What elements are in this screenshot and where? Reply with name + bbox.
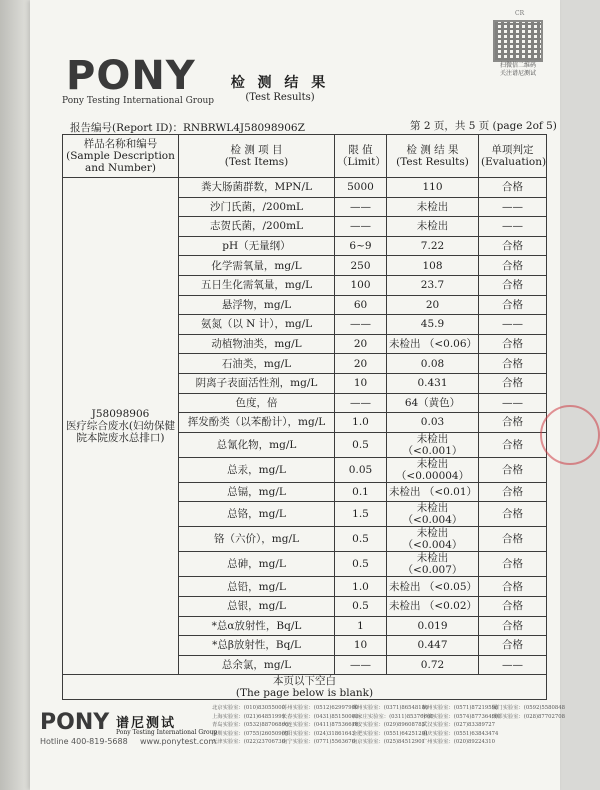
branch-entry: 宁波实验室：(0574)87736499 [422,713,499,720]
cell-limit: 5000 [335,178,387,198]
branch-entry: 长春实验室：(0431)85150008 [282,713,359,720]
blank-note-cn: 本页以下空白 [273,675,336,688]
cell-result: 未检出 （<0.06） [387,334,479,354]
cell-limit: 20 [335,334,387,354]
cell-item: 沙门氏菌，/200mL [179,197,335,217]
header-sample: 样品名称和编号 (Sample Description and Number) [63,135,179,178]
blank-note-row [63,675,547,700]
cell-evaluation: 合格 [479,275,547,295]
cell-evaluation: 合格 [479,432,547,457]
cell-item: 动植物油类，mg/L [179,334,335,354]
cell-evaluation: —— [479,393,547,413]
cell-limit: 100 [335,275,387,295]
branch-entry: 深圳实验室：(0755)26050909 [212,730,289,737]
cell-result: 108 [387,256,479,276]
cell-evaluation: 合格 [479,502,547,527]
branch-entry: 郑州实验室：(0371)86548186 [352,705,429,711]
cell-item: 总汞，mg/L [179,457,335,482]
branch-entry: 青岛实验室：(0532)88706866 [212,722,289,729]
cell-result: 0.019 [387,616,479,636]
cell-item: 挥发酚类（以苯酚计），mg/L [179,413,335,433]
results-table [62,134,547,700]
cell-result: 0.447 [387,636,479,656]
report-id: 报告编号(Report ID)：RNBRWL4J58098906Z [70,122,305,134]
cell-result: 0.431 [387,373,479,393]
cell-item: 总余氯，mg/L [179,655,335,675]
cell-limit: —— [335,217,387,237]
branch-entry: 重庆实验室：(0551)63843474 [422,730,499,737]
cell-evaluation: 合格 [479,373,547,393]
page-title: 检 测 结 果 [230,75,330,91]
cell-item: 总镉，mg/L [179,482,335,502]
branch-entry: 广州实验室：(020)89224310 [422,739,495,746]
cell-evaluation: 合格 [479,178,547,198]
cell-result: 20 [387,295,479,315]
branch-entry: 天津实验室：(022)23706730 [212,739,285,746]
red-stamp-icon [540,405,600,465]
cell-result: 0.72 [387,655,479,675]
cell-limit: 0.1 [335,482,387,502]
page-fold-shadow [0,0,34,790]
cell-evaluation: —— [479,655,547,675]
cell-item: 悬浮物，mg/L [179,295,335,315]
sample-description-cell: J58098906 医疗综合废水(妇幼保健院本院废水总排口) [63,178,179,675]
table-header-row [63,135,547,178]
cell-result: 未检出 （<0.02） [387,596,479,616]
cell-item: 总铬，mg/L [179,502,335,527]
cell-item: 粪大肠菌群数，MPN/L [179,178,335,198]
branch-entry: 沈阳实验室：(024)31861643 [282,730,355,737]
footer-company-cn: 谱尼测试 [116,716,177,731]
cr-tag: CR [515,10,525,17]
header-evaluation: 单项判定 (Evaluation) [479,135,547,178]
cell-result: 未检出 [387,217,479,237]
cell-limit: 0.5 [335,596,387,616]
cell-limit: —— [335,315,387,335]
cell-evaluation: 合格 [479,334,547,354]
cell-evaluation: 合格 [479,527,547,552]
cell-limit: 1.0 [335,577,387,597]
cell-item: 总砷，mg/L [179,552,335,577]
page-info: 第 2 页，共 5 页 (page 2of 5) [410,120,557,132]
cell-limit: 1.0 [335,413,387,433]
branch-entry: 石家庄实验室：(0311)85376660 [352,713,434,720]
cell-limit: 10 [335,373,387,393]
qr-caption: 扫微信二维码 关注谱尼测试 [499,62,536,77]
cell-limit: 250 [335,256,387,276]
branch-entry: 大连实验室：(0411)87536618 [282,722,359,729]
cell-limit: 1.5 [335,502,387,527]
cell-result: 45.9 [387,315,479,335]
branch-entry: 西安实验室：(029)89608785 [352,722,425,729]
cell-result: 未检出 （<0.004） [387,502,479,527]
cell-result: 未检出 （<0.004） [387,527,479,552]
branch-entry: 厦门实验室：(0592)5580848 [492,705,565,711]
cell-result: 0.03 [387,413,479,433]
cell-evaluation: 合格 [479,636,547,656]
cell-item: *总α放射性，Bq/L [179,616,335,636]
cell-limit: 60 [335,295,387,315]
cell-evaluation: —— [479,217,547,237]
cell-item: 色度，倍 [179,393,335,413]
blank-note-cell [63,675,547,700]
cell-evaluation: 合格 [479,457,547,482]
table-row [63,178,547,198]
cell-limit: —— [335,393,387,413]
cell-item: 五日生化需氧量，mg/L [179,275,335,295]
cell-evaluation: 合格 [479,413,547,433]
page-subtitle: (Test Results) [245,92,315,103]
cell-item: 总氰化物，mg/L [179,432,335,457]
branch-entry: 苏州实验室：(0512)62997900 [282,705,359,711]
cell-evaluation: —— [479,315,547,335]
cell-result: 0.08 [387,354,479,374]
cell-limit: 0.05 [335,457,387,482]
cell-limit: —— [335,197,387,217]
cell-item: 志贺氏菌，/200mL [179,217,335,237]
cell-evaluation: 合格 [479,552,547,577]
cell-evaluation: 合格 [479,354,547,374]
cell-item: *总β放射性，Bq/L [179,636,335,656]
cell-limit: 20 [335,354,387,374]
cell-limit: 0.5 [335,552,387,577]
footer-website[interactable]: www.ponytest.com [140,737,217,746]
cell-limit: 6~9 [335,236,387,256]
cell-item: 总铅，mg/L [179,577,335,597]
cell-result: 未检出 [387,197,479,217]
header-limit: 限 值 （Limit） [335,135,387,178]
cell-result: 未检出 （<0.007） [387,552,479,577]
cell-limit: 0.5 [335,527,387,552]
cell-limit: —— [335,655,387,675]
cell-result: 64（黄色） [387,393,479,413]
cell-evaluation: 合格 [479,616,547,636]
branch-entry: 成都实验室：(028)87702708 [492,713,565,720]
branch-entry: 武汉实验室：(027)83389727 [422,722,495,729]
branch-entry: 上海实验室：(021)64851999 [212,713,285,720]
cell-evaluation: —— [479,197,547,217]
qr-code-icon [493,20,543,62]
cell-item: 总银，mg/L [179,596,335,616]
cell-result: 未检出 （<0.00004） [387,457,479,482]
logo-subtitle: Pony Testing International Group [62,96,215,106]
footer-branch-list [212,704,565,747]
cell-result: 未检出 （<0.001） [387,432,479,457]
branch-entry: 南宁实验室：(0771)5563670 [282,739,355,746]
cell-result: 未检出 （<0.05） [387,577,479,597]
cell-item: 石油类，mg/L [179,354,335,374]
cell-result: 110 [387,178,479,198]
branch-entry: 合肥实验室：(0551)64251201 [352,730,429,737]
results-body [63,178,547,700]
cell-evaluation: 合格 [479,482,547,502]
cell-item: pH（无量纲） [179,236,335,256]
footer-company-en: Pony Testing International Group [116,729,218,736]
cell-limit: 1 [335,616,387,636]
cell-item: 铬（六价），mg/L [179,527,335,552]
footer-hotline: Hotline 400-819-5688 [40,737,128,746]
cell-item: 阴离子表面活性剂，mg/L [179,373,335,393]
pony-logo: PONY [66,53,196,99]
cell-evaluation: 合格 [479,596,547,616]
footer-logo: PONY [40,710,110,735]
cell-evaluation: 合格 [479,295,547,315]
cell-evaluation: 合格 [479,577,547,597]
branch-entry: 南京实验室：(025)84512901 [352,739,425,746]
cell-result: 23.7 [387,275,479,295]
cell-evaluation: 合格 [479,236,547,256]
cell-limit: 0.5 [335,432,387,457]
cell-item: 化学需氧量，mg/L [179,256,335,276]
cell-result: 7.22 [387,236,479,256]
blank-note-en: (The page below is blank) [235,687,374,700]
header-item: 检 测 项 目 (Test Items) [179,135,335,178]
header-result: 检 测 结 果 (Test Results) [387,135,479,178]
cell-item: 氨氮（以 N 计），mg/L [179,315,335,335]
branch-entry: 杭州实验室：(0571)87219596 [422,705,499,711]
cell-result: 未检出 （<0.01） [387,482,479,502]
cell-limit: 10 [335,636,387,656]
cell-evaluation: 合格 [479,256,547,276]
branch-entry: 北京实验室：(010)83055000 [212,705,285,711]
